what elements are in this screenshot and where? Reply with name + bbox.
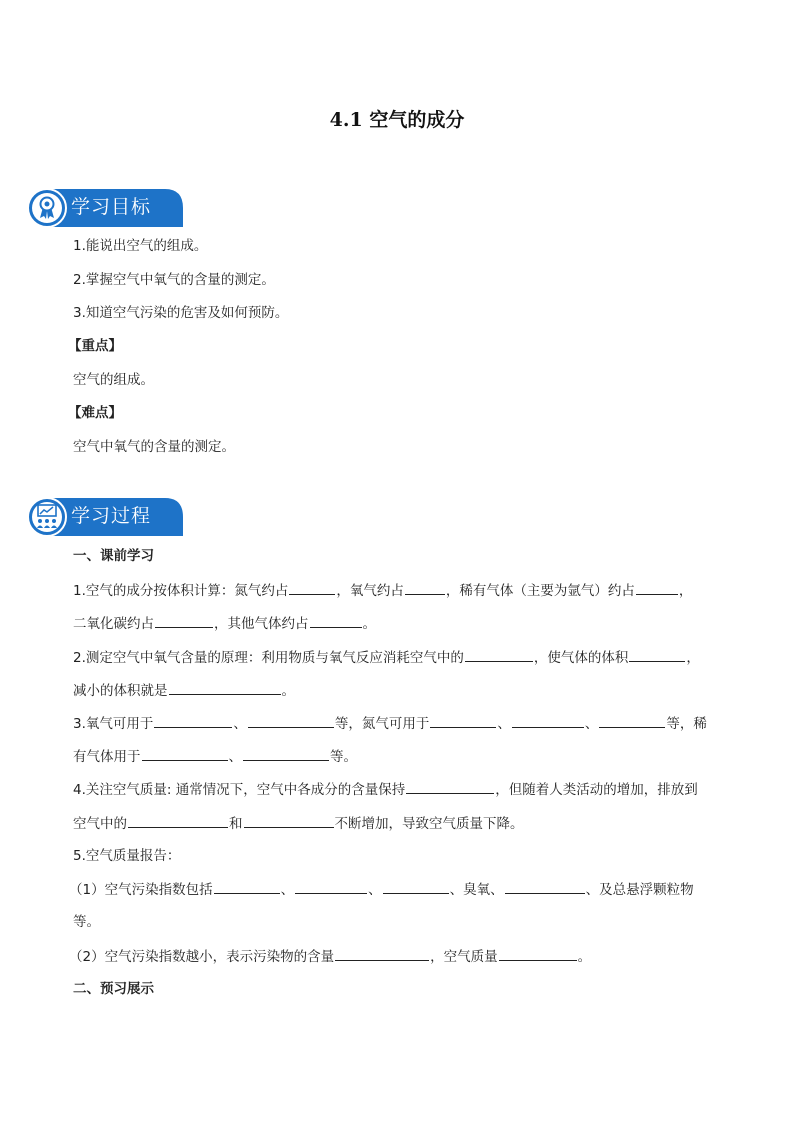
answer-blank[interactable] [499, 946, 577, 961]
answer-blank[interactable] [405, 580, 445, 595]
goal-3: 3.知道空气污染的危害及如何预防。 [73, 305, 289, 321]
question-4-line-2: 空气中的 和 不断增加，导致空气质量下降。 [73, 813, 524, 834]
answer-blank[interactable] [214, 879, 280, 894]
answer-blank[interactable] [248, 713, 334, 728]
question-3-line-2: 有气体用于 、 等。 [73, 746, 357, 767]
section-1-heading: 一、课前学习 [73, 548, 154, 564]
answer-blank[interactable] [406, 779, 494, 794]
question-5-part-1-line-1: （1）空气污染指数包括 、 、 、臭氧、 、及总悬浮颗粒物 [69, 879, 694, 900]
question-1-line-2: 二氧化碳约占 ，其他气体约占 。 [73, 613, 376, 634]
answer-blank[interactable] [512, 713, 584, 728]
question-5-part-1-line-2: 等。 [73, 914, 100, 930]
answer-blank[interactable] [243, 746, 329, 761]
answer-blank[interactable] [599, 713, 665, 728]
answer-blank[interactable] [295, 879, 367, 894]
answer-blank[interactable] [505, 879, 585, 894]
answer-blank[interactable] [142, 746, 228, 761]
banner-label: 学习过程 [71, 505, 152, 527]
answer-blank[interactable] [335, 946, 429, 961]
key-point-heading: 【重点】 [68, 338, 122, 354]
section-2-heading: 二、预习展示 [73, 981, 154, 997]
page-title: 4.1 空气的成分 [329, 109, 465, 131]
answer-blank[interactable] [383, 879, 449, 894]
answer-blank[interactable] [154, 713, 232, 728]
question-4-line-1: 4.关注空气质量: 通常情况下，空气中各成分的含量保持 ，但随着人类活动的增加，排放到 [73, 779, 698, 800]
answer-blank[interactable] [155, 613, 213, 628]
answer-blank[interactable] [465, 647, 533, 662]
answer-blank[interactable] [169, 680, 281, 695]
answer-blank[interactable] [430, 713, 496, 728]
question-3-line-1: 3.氧气可用于 、 等，氮气可用于 、 、 等，稀 [73, 713, 707, 734]
question-5-part-2: （2）空气污染指数越小，表示污染物的含量 ，空气质量 。 [69, 946, 591, 967]
question-5-heading: 5.空气质量报告： [73, 848, 181, 864]
answer-blank[interactable] [636, 580, 678, 595]
answer-blank[interactable] [310, 613, 362, 628]
goal-1: 1.能说出空气的组成。 [73, 238, 208, 254]
goal-2: 2.掌握空气中氧气的含量的测定。 [73, 272, 275, 288]
banner-label: 学习目标 [71, 196, 152, 218]
difficult-point-heading: 【难点】 [68, 405, 122, 421]
answer-blank[interactable] [289, 580, 335, 595]
answer-blank[interactable] [244, 813, 334, 828]
difficult-point-text: 空气中氧气的含量的测定。 [73, 439, 235, 455]
question-2-line-1: 2.测定空气中氧气含量的原理：利用物质与氧气反应消耗空气中的 ，使气体的体积 ， [73, 647, 700, 668]
question-1-line-1: 1.空气的成分按体积计算：氮气约占 ，氧气约占 ，稀有气体（主要为氩气）约占 ， [73, 580, 692, 601]
key-point-text: 空气的组成。 [73, 372, 154, 388]
learning-process-banner [27, 496, 185, 538]
question-2-line-2: 减小的体积就是 。 [73, 680, 295, 701]
answer-blank[interactable] [629, 647, 685, 662]
learning-goals-banner [27, 187, 185, 229]
answer-blank[interactable] [128, 813, 228, 828]
